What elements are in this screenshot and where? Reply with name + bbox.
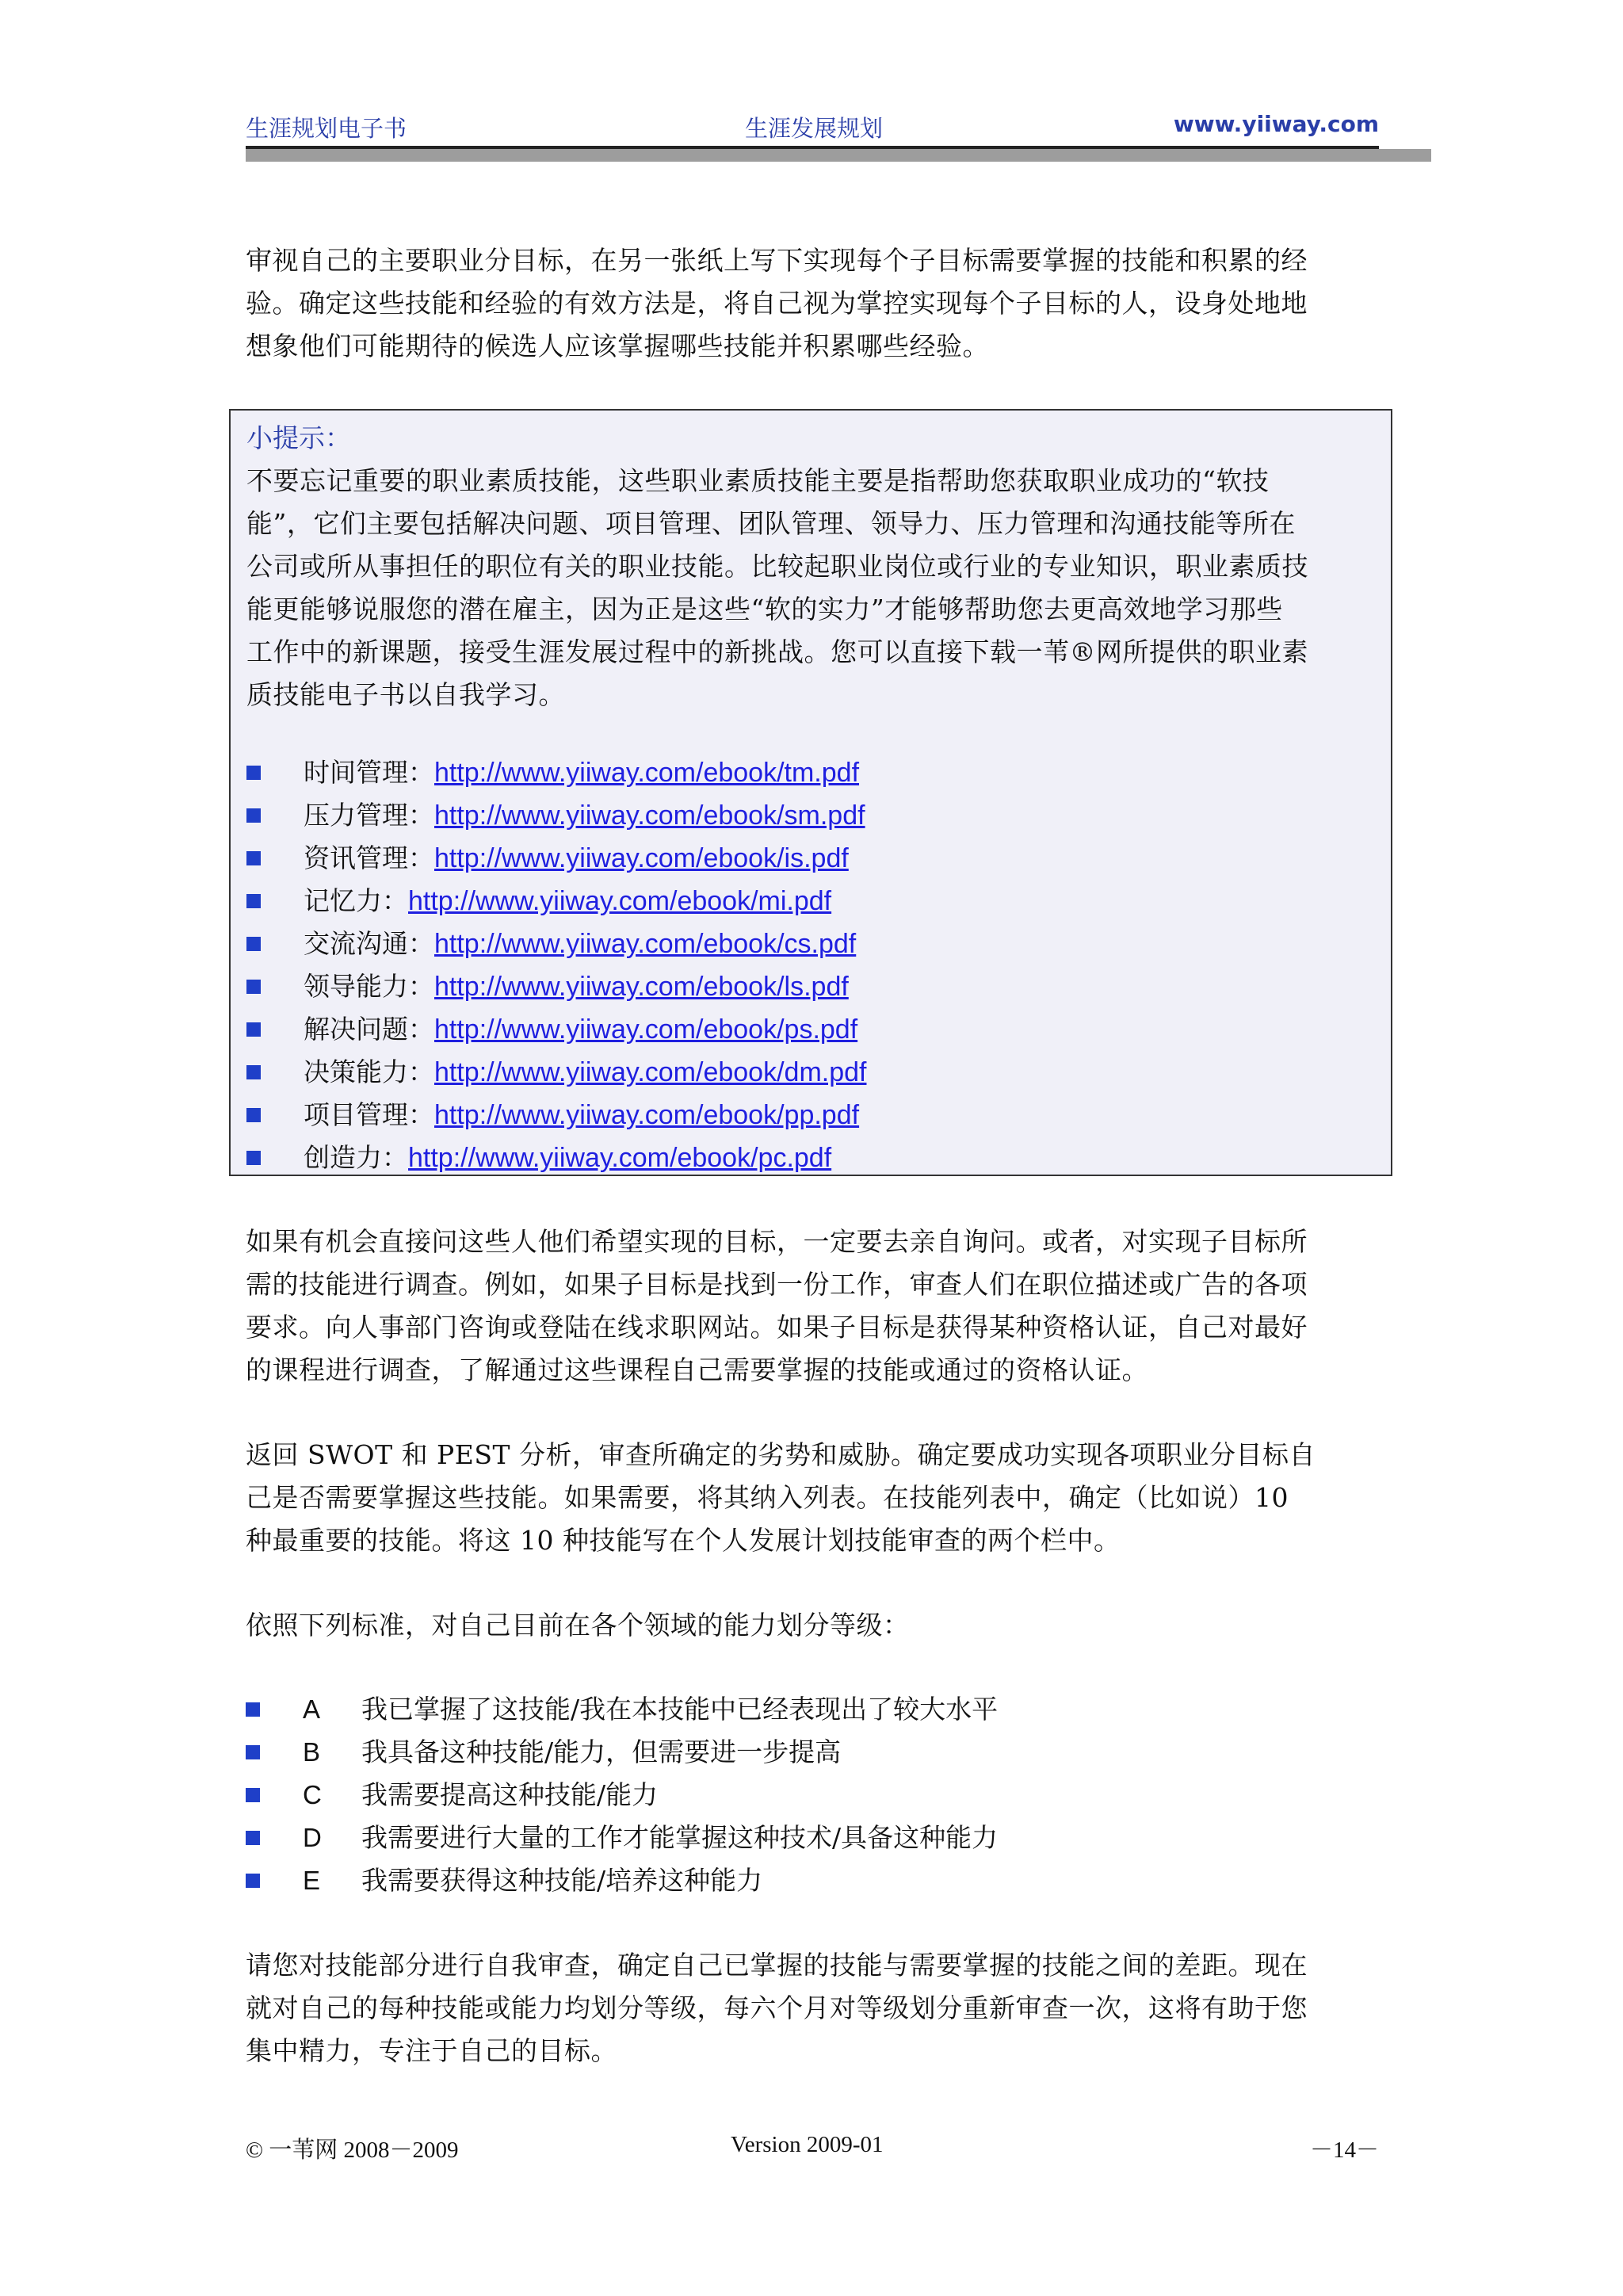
grade-text: 我需要进行大量的工作才能掌握这种技术/具备这种能力 — [361, 1822, 999, 1853]
grade-letter: E — [303, 1866, 321, 1895]
square-bullet-icon — [246, 808, 261, 823]
text-line: 要求。向人事部门咨询或登陆在线求职网站。如果子目标是获得某种资格认证，自己对最好 — [246, 1312, 1308, 1343]
text-line: 就对自己的每种技能或能力均划分等级，每六个月对等级划分重新审查一次，这将有助于您 — [246, 1992, 1308, 2023]
ebook-link[interactable]: http://www.yiiway.com/ebook/mi.pdf — [408, 886, 832, 916]
page-header — [246, 111, 1379, 143]
footer-copyright: © 一苇网 2008－2009 — [246, 2137, 459, 2163]
skill-label: 记忆力： — [304, 885, 408, 916]
page-number: －14－ — [1309, 2137, 1379, 2163]
text-line: 集中精力，专注于自己的目标。 — [246, 2035, 617, 2066]
grade-letter: A — [303, 1694, 321, 1724]
tip-body — [246, 460, 1308, 716]
skill-label: 时间管理： — [304, 757, 434, 788]
grade-list — [246, 1688, 1379, 1902]
square-bullet-icon — [246, 1065, 261, 1079]
header-shadow-rule — [246, 149, 1431, 162]
list-item — [246, 1731, 1379, 1774]
grade-letter: D — [303, 1823, 322, 1852]
text-line: 返回 SWOT 和 PEST 分析，审查所确定的劣势和威胁。确定要成功实现各项职业分目标自 — [246, 1439, 1316, 1470]
square-bullet-icon — [246, 1874, 260, 1888]
square-bullet-icon — [246, 894, 261, 908]
ebook-link[interactable]: http://www.yiiway.com/ebook/is.pdf — [434, 843, 849, 873]
ebook-link[interactable]: http://www.yiiway.com/ebook/sm.pdf — [434, 800, 865, 831]
grade-letter: C — [303, 1780, 322, 1809]
text-line: 如果有机会直接问这些人他们希望实现的目标，一定要去亲自询问。或者，对实现子目标所 — [246, 1226, 1308, 1257]
text-line: 公司或所从事担任的职位有关的职业技能。比较起职业岗位或行业的专业知识，职业素质技 — [246, 551, 1308, 582]
square-bullet-icon — [246, 851, 261, 865]
tip-title: 小提示： — [246, 422, 351, 453]
ebook-link[interactable]: http://www.yiiway.com/ebook/dm.pdf — [434, 1057, 867, 1087]
list-item — [246, 1859, 1379, 1902]
square-bullet-icon — [246, 1108, 261, 1122]
ebook-link[interactable]: http://www.yiiway.com/ebook/cs.pdf — [434, 929, 857, 959]
square-bullet-icon — [246, 1831, 260, 1845]
square-bullet-icon — [246, 1788, 260, 1802]
grade-text: 我需要获得这种技能/培养这种能力 — [361, 1865, 763, 1896]
text-line: 审视自己的主要职业分目标，在另一张纸上写下实现每个子目标需要掌握的技能和积累的经 — [246, 245, 1308, 276]
square-bullet-icon — [246, 1745, 260, 1759]
skill-label: 领导能力： — [304, 971, 434, 1002]
list-item — [246, 1688, 1379, 1731]
grade-text: 我需要提高这种技能/能力 — [361, 1779, 659, 1810]
ebook-link[interactable]: http://www.yiiway.com/ebook/tm.pdf — [434, 758, 860, 788]
text-line: 依照下列标准，对自己目前在各个领域的能力划分等级： — [246, 1610, 910, 1641]
grade-text: 我已掌握了这技能/我在本技能中已经表现出了较大水平 — [361, 1694, 999, 1725]
self-review-paragraph — [246, 1944, 1379, 2073]
text-line: 己是否需要掌握这些技能。如果需要，将其纳入列表。在技能列表中，确定（比如说）10 — [246, 1482, 1289, 1513]
text-line: 能更能够说服您的潜在雇主，因为正是这些“软的实力”才能够帮助您去更高效地学习那些 — [246, 594, 1283, 625]
text-line: 种最重要的技能。将这 10 种技能写在个人发展计划技能审查的两个栏中。 — [246, 1525, 1121, 1556]
skill-label: 创造力： — [304, 1142, 408, 1173]
text-line: 想象他们可能期待的候选人应该掌握哪些技能并积累哪些经验。 — [246, 330, 989, 361]
text-line: 需的技能进行调查。例如，如果子目标是找到一份工作，审查人们在职位描述或广告的各项 — [246, 1269, 1308, 1300]
skill-label: 决策能力： — [304, 1056, 434, 1087]
text-line: 能”，它们主要包括解决问题、项目管理、团队管理、领导力、压力管理和沟通技能等所在 — [246, 508, 1296, 539]
footer-version: Version 2009-01 — [731, 2132, 884, 2157]
grading-intro — [246, 1604, 1379, 1647]
skill-label: 项目管理： — [304, 1099, 434, 1130]
skill-label: 解决问题： — [304, 1014, 434, 1045]
square-bullet-icon — [246, 1022, 261, 1037]
interview-paragraph — [246, 1221, 1379, 1392]
ebook-link[interactable]: http://www.yiiway.com/ebook/pc.pdf — [408, 1143, 832, 1173]
ebook-link[interactable]: http://www.yiiway.com/ebook/ps.pdf — [434, 1014, 858, 1045]
list-item — [246, 1774, 1379, 1817]
header-website[interactable]: www.yiiway.com — [1173, 111, 1379, 137]
text-line: 质技能电子书以自我学习。 — [246, 679, 565, 710]
text-line: 的课程进行调查，了解通过这些课程自己需要掌握的技能或通过的资格认证。 — [246, 1354, 1148, 1385]
swot-paragraph — [246, 1434, 1379, 1562]
tip-box — [229, 409, 1392, 1176]
skill-label: 资讯管理： — [304, 842, 434, 873]
grade-letter: B — [303, 1737, 321, 1767]
text-line: 验。确定这些技能和经验的有效方法是，将自己视为掌控实现每个子目标的人，设身处地地 — [246, 288, 1308, 319]
text-line: 请您对技能部分进行自我审查，确定自己已掌握的技能与需要掌握的技能之间的差距。现在 — [246, 1950, 1308, 1981]
list-item — [246, 1817, 1379, 1859]
skill-label: 交流沟通： — [304, 928, 434, 959]
square-bullet-icon — [246, 980, 261, 994]
square-bullet-icon — [246, 766, 261, 780]
skill-label: 压力管理： — [304, 800, 434, 831]
intro-paragraph — [246, 239, 1379, 368]
square-bullet-icon — [246, 1702, 260, 1717]
header-book-title: 生涯规划电子书 — [246, 115, 407, 142]
header-chapter-title: 生涯发展规划 — [745, 115, 884, 142]
text-line: 不要忘记重要的职业素质技能，这些职业素质技能主要是指帮助您获取职业成功的“软技 — [246, 465, 1270, 496]
square-bullet-icon — [246, 1151, 261, 1165]
ebook-link[interactable]: http://www.yiiway.com/ebook/ls.pdf — [434, 972, 849, 1002]
page-footer — [246, 2132, 1379, 2164]
text-line: 工作中的新课题，接受生涯发展过程中的新挑战。您可以直接下载一苇®网所提供的职业素 — [246, 636, 1308, 667]
ebook-link[interactable]: http://www.yiiway.com/ebook/pp.pdf — [434, 1100, 860, 1130]
square-bullet-icon — [246, 937, 261, 951]
grade-text: 我具备这种技能/能力，但需要进一步提高 — [361, 1736, 842, 1767]
